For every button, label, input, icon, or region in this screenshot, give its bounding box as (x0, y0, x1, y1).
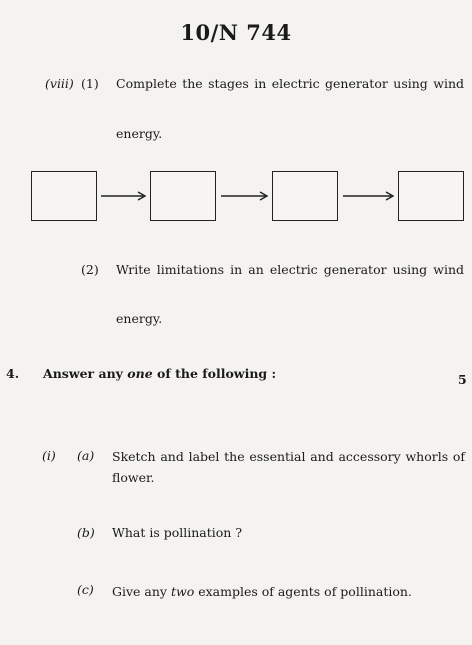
item-b-text: What is pollination ? (112, 525, 243, 540)
question-label-viii: (viii) (45, 76, 74, 91)
item-label-c: (c) (77, 582, 94, 597)
part2-text-line2: energy. (116, 311, 163, 326)
instruction-emphasis: one (127, 366, 153, 381)
item-a-line2: flower. (112, 470, 155, 485)
sub-question-label-i: (i) (42, 448, 56, 463)
part-number-2: (2) (81, 262, 99, 277)
part1-text-line2: energy. (116, 126, 163, 141)
item-c-pre: Give any (112, 584, 171, 599)
question-number-4: 4. (6, 366, 20, 381)
page-title: 10/N 744 (180, 20, 292, 45)
item-c-text (112, 584, 412, 599)
part2-text-line1: Write limitations in an electric generator using wind (116, 262, 464, 277)
item-c-emphasis: two (170, 584, 195, 599)
part1-text-line1: Complete the stages in electric generator using wind (116, 76, 464, 91)
item-a-line1: Sketch and label the essential and accessory whorls of (112, 449, 465, 464)
item-label-b: (b) (77, 525, 95, 540)
instruction-post: of the following : (152, 366, 277, 381)
part-number-1: (1) (81, 76, 99, 91)
question-4-marks: 5 (458, 372, 467, 387)
item-c-post: examples of agents of pollination. (194, 584, 412, 599)
instruction-pre: Answer any (43, 366, 128, 381)
question-4-instruction (43, 366, 276, 381)
item-label-a: (a) (77, 448, 95, 463)
